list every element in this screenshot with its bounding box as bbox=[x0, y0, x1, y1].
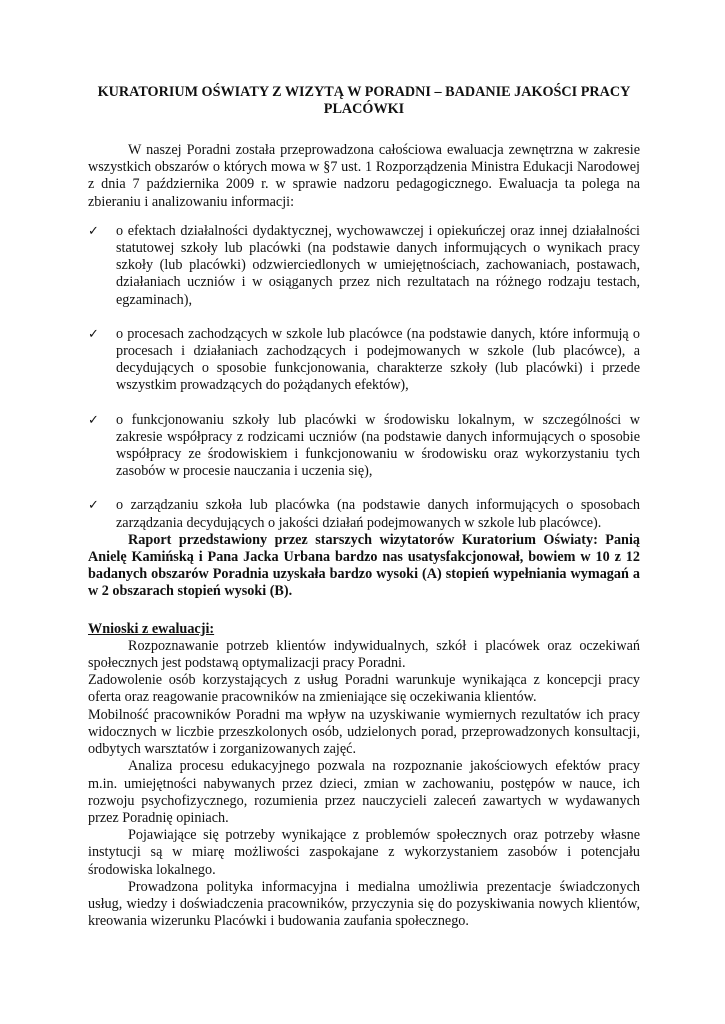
conclusions-heading: Wnioski z ewaluacji: bbox=[88, 620, 215, 637]
checkmark-icon: ✓ bbox=[88, 498, 99, 514]
conclusion-paragraph: Pojawiające się potrzeby wynikające z problemów społecznych oraz potrzeby własne instytucji są w miarę możliwości zaspokajane z wykorzystaniem zasobów i potencjału środowiska lokalnego. bbox=[88, 827, 640, 878]
conclusion-paragraph: Mobilność pracowników Poradni ma wpływ na uzyskiwanie wymiernych rezultatów ich pracy widocznych w liczbie przeszkolonych osób, udzielonych porad, przeprowadzonych konsultacji, odbytych warsztatów i zorganizowanych zajęć. bbox=[88, 706, 640, 758]
report-summary: Raport przedstawiony przez starszych wizytatorów Kuratorium Oświaty: Panią Anielę Kamińską i Pana Jacka Urbana bardzo nas usatysfakcjonował, bowiem w 10 z 12 badanych obszarów Poradnia uzyskała bardzo wysoki (A) stopień wypełniania wymagań a w 2 obszarach stopień wysoki (B). bbox=[88, 531, 640, 600]
conclusion-paragraph: Prowadzona polityka informacyjna i medialna umożliwia prezentacje świadczonych usług, wiedzy i doświadczenia pracowników, przyczynia się do pozyskiwania nowych klientów, kreowania wizerunku Placówki i budowania zaufania społecznego. bbox=[88, 878, 640, 930]
checkmark-icon: ✓ bbox=[88, 223, 99, 239]
checklist-item-text: o funkcjonowaniu szkoły lub placówki w środowisku lokalnym, w szczególności w zakresie współpracy z rodzicami uczniów (na podstawie danych informujących o sposobie współpracy ze środowiskiem i funkcjonowaniu w środowisku oraz wykorzystaniu tych zasobów w procesie nauczania i uczenia się), bbox=[116, 411, 640, 480]
checklist-item-text: o procesach zachodzących w szkole lub placówce (na podstawie danych, które informują o procesach i działaniach zachodzących i podejmowanych w szkole (lub placówce), a decydujących o sposobie funkcjonowania, charakterze szkoły (lub placówki) i przede wszystkim prowadzących do pożądanych efektów), bbox=[116, 325, 640, 394]
intro-paragraph: W naszej Poradni została przeprowadzona całościowa ewaluacja zewnętrzna w zakresie wszystkich obszarów o których mowa w §7 ust. 1 Rozporządzenia Ministra Edukacji Narodowej z dnia 7 października 2009 r. w sprawie nadzoru pedagogicznego. Ewaluacja ta polega na zbieraniu i analizowaniu informacji: bbox=[88, 142, 640, 210]
conclusion-paragraph: Rozpoznawanie potrzeb klientów indywidualnych, szkół i placówek oraz oczekiwań społecznych jest podstawą optymalizacji pracy Poradni. bbox=[88, 637, 640, 672]
checklist-item-text: o efektach działalności dydaktycznej, wychowawczej i opiekuńczej oraz innej działalności statutowej szkoły lub placówki (na podstawie danych informujących o wynikach pracy szkoły (lub placówki) odzwierciedlonych w umiejętnościach, zachowaniach, postawach, działaniach uczniów i w osiąganych przez nich rezultatach na różnego rodzaju testach, egzaminach), bbox=[116, 222, 640, 308]
checklist-item-text: o zarządzaniu szkoła lub placówka (na podstawie danych informujących o sposobach zarządzania decydujących o jakości działań podejmowanych w szkole lub placówce). bbox=[116, 497, 640, 531]
conclusion-paragraph: Zadowolenie osób korzystających z usług Poradni warunkuje wynikająca z koncepcji pracy oferta oraz reagowanie pracowników na zmieniające się oczekiwania klientów. bbox=[88, 672, 640, 706]
document-title: KURATORIUM OŚWIATY Z WIZYTĄ W PORADNI – BADANIE JAKOŚCI PRACY PLACÓWKI bbox=[97, 84, 631, 117]
evaluation-checklist bbox=[88, 223, 640, 532]
checklist-item bbox=[88, 497, 640, 531]
checklist-item bbox=[88, 412, 640, 481]
checklist-item bbox=[88, 326, 640, 395]
checklist-item bbox=[88, 223, 640, 309]
document-page bbox=[88, 84, 640, 930]
checkmark-icon: ✓ bbox=[88, 412, 99, 428]
conclusion-paragraph: Analiza procesu edukacyjnego pozwala na rozpoznanie jakościowych efektów pracy m.in. umiejętności nabywanych przez dzieci, zmian w zachowaniu, postępów w nauce, ich rozwoju psychofizycznego, rozumienia przez nauczycieli zaleceń zawartych w wydawanych przez Poradnię opiniach. bbox=[88, 758, 640, 826]
checkmark-icon: ✓ bbox=[88, 326, 99, 342]
